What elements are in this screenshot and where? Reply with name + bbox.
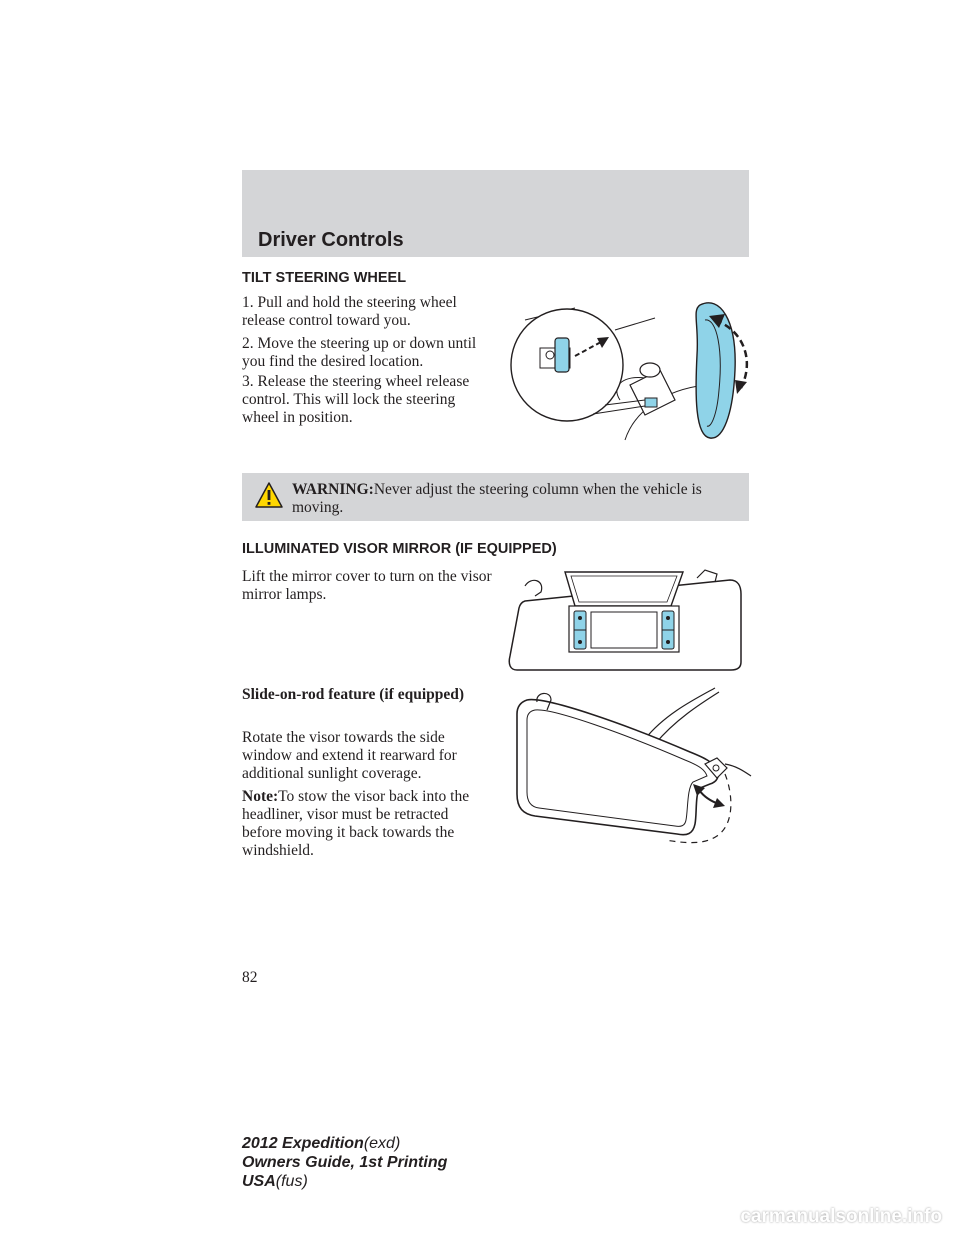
slide-heading: Slide-on-rod feature (if equipped) <box>242 686 465 703</box>
section-header-band <box>242 170 749 257</box>
footer-line-1 <box>242 1134 447 1153</box>
visor-body: Lift the mirror cover to turn on the visor mirror lamps. <box>242 568 492 603</box>
note-text: To stow the visor back into the headliner, visor must be retracted before moving it back towards the windshield. <box>242 788 470 859</box>
warning-box <box>242 473 749 521</box>
footer-line-3 <box>242 1172 447 1191</box>
site-watermark: carmanualsonline.info <box>740 1206 942 1227</box>
tilt-step-1: 1. Pull and hold the steering wheel release control toward you. <box>242 294 457 329</box>
visor-heading: ILLUMINATED VISOR MIRROR (IF EQUIPPED) <box>242 541 557 557</box>
tilt-heading: TILT STEERING WHEEL <box>242 270 407 286</box>
section-title: Driver Controls <box>258 229 404 251</box>
warning-triangle-icon <box>254 481 284 509</box>
note-label: Note: <box>242 788 279 805</box>
tilt-step-2: 2. Move the steering up or down until you find the desired location. <box>242 335 477 370</box>
steering-wheel-illustration <box>505 290 755 450</box>
visor-mirror-illustration <box>505 566 745 674</box>
slide-body: Rotate the visor towards the side window and extend it rearward for additional sunlight coverage. <box>242 729 457 782</box>
slide-note <box>242 788 487 860</box>
slide-on-rod-illustration <box>505 684 753 850</box>
warning-message: Never adjust the steering column when the vehicle is moving. <box>292 481 702 516</box>
footer-guide: Owners Guide, 1st Printing <box>242 1154 448 1171</box>
warning-label: WARNING: <box>292 481 374 498</box>
page-number: 82 <box>242 969 258 986</box>
tilt-step-3: 3. Release the steering wheel release control. This will lock the steering wheel in position. <box>242 373 470 426</box>
footer-market-code: (fus) <box>275 1173 308 1190</box>
footer-market: USA <box>242 1173 276 1190</box>
footer-model-code: (exd) <box>363 1135 401 1152</box>
footer-line-2 <box>242 1153 447 1172</box>
footer-model: 2012 Expedition <box>242 1135 364 1152</box>
document-footer <box>242 1134 447 1191</box>
warning-text <box>292 481 737 517</box>
